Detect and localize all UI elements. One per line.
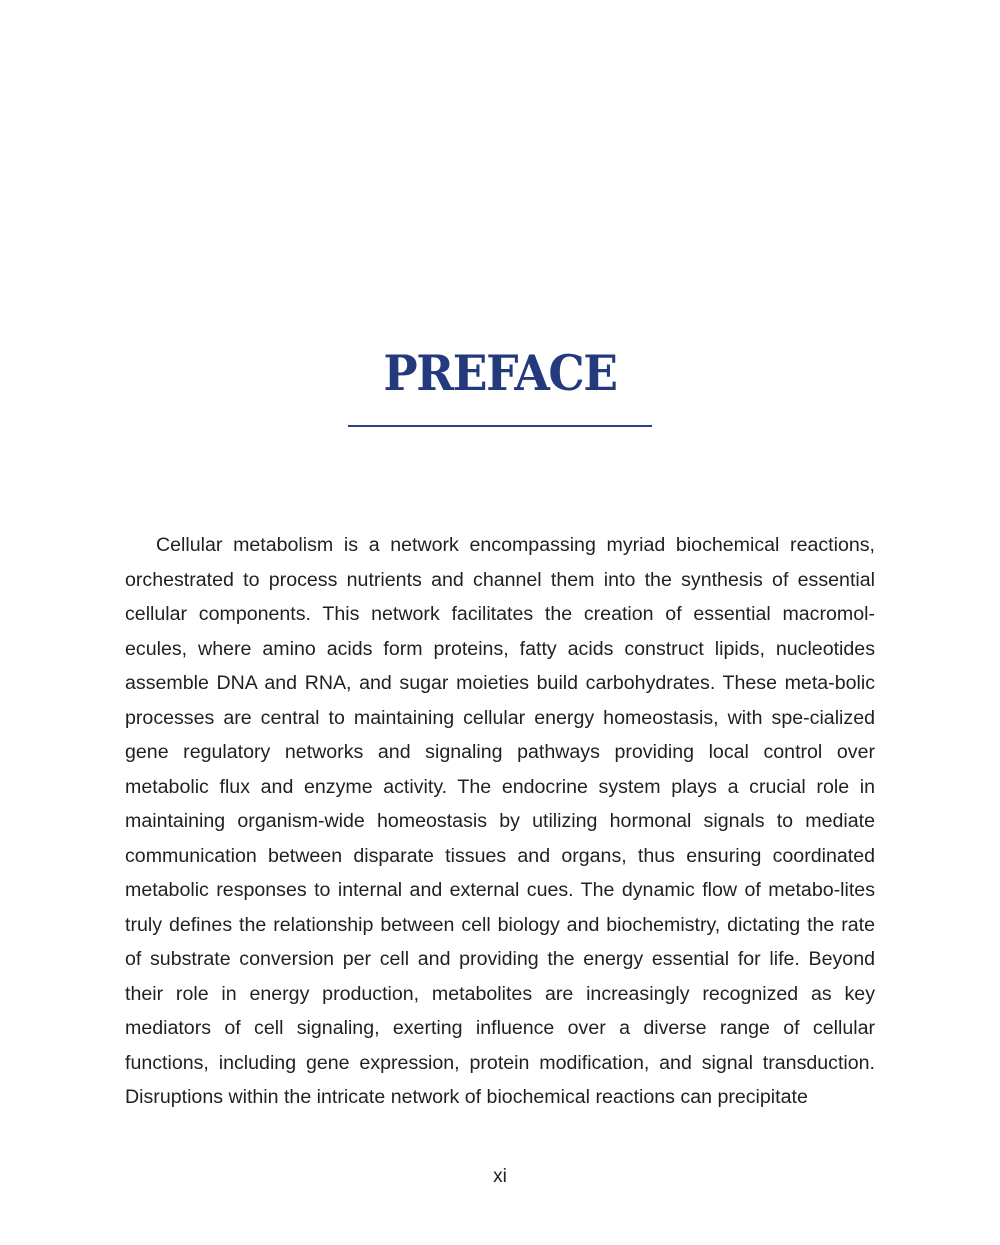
preface-paragraph: Cellular metabolism is a network encompassing myriad biochemical reactions, orchestrated to process nutrients and channel them into the synthesis of essential cellular components. This network facilitates the creation of essential macromol-ecules, where amino acids form proteins, fatty acids construct lipids, nucleotides assemble DNA and RNA, and sugar moieties build carbohydrates. These meta-bolic processes are central to maintaining cellular energy homeostasis, with spe-cialized gene regulatory networks and signaling pathways providing local control over metabolic flux and enzyme activity. The endocrine system plays a crucial role in maintaining organism-wide homeostasis by utilizing hormonal signals to mediate communication between disparate tissues and organs, thus ensuring coordinated metabolic responses to internal and external cues. The dynamic flow of metabo-lites truly defines the relationship between cell biology and biochemistry, dictating the rate of substrate conversion per cell and providing the energy essential for life. Beyond their role in energy production, metabolites are increasingly recognized as key mediators of cell signaling, exerting influence over a diverse range of cellular functions, including gene expression, protein modification, and signal transduction. Disruptions within the intricate network of biochemical reactions can precipitate — [125, 534, 875, 1108]
title-underline-rule — [348, 425, 652, 427]
page-title: PREFACE — [383, 344, 617, 402]
page-number: xi — [493, 1166, 507, 1187]
